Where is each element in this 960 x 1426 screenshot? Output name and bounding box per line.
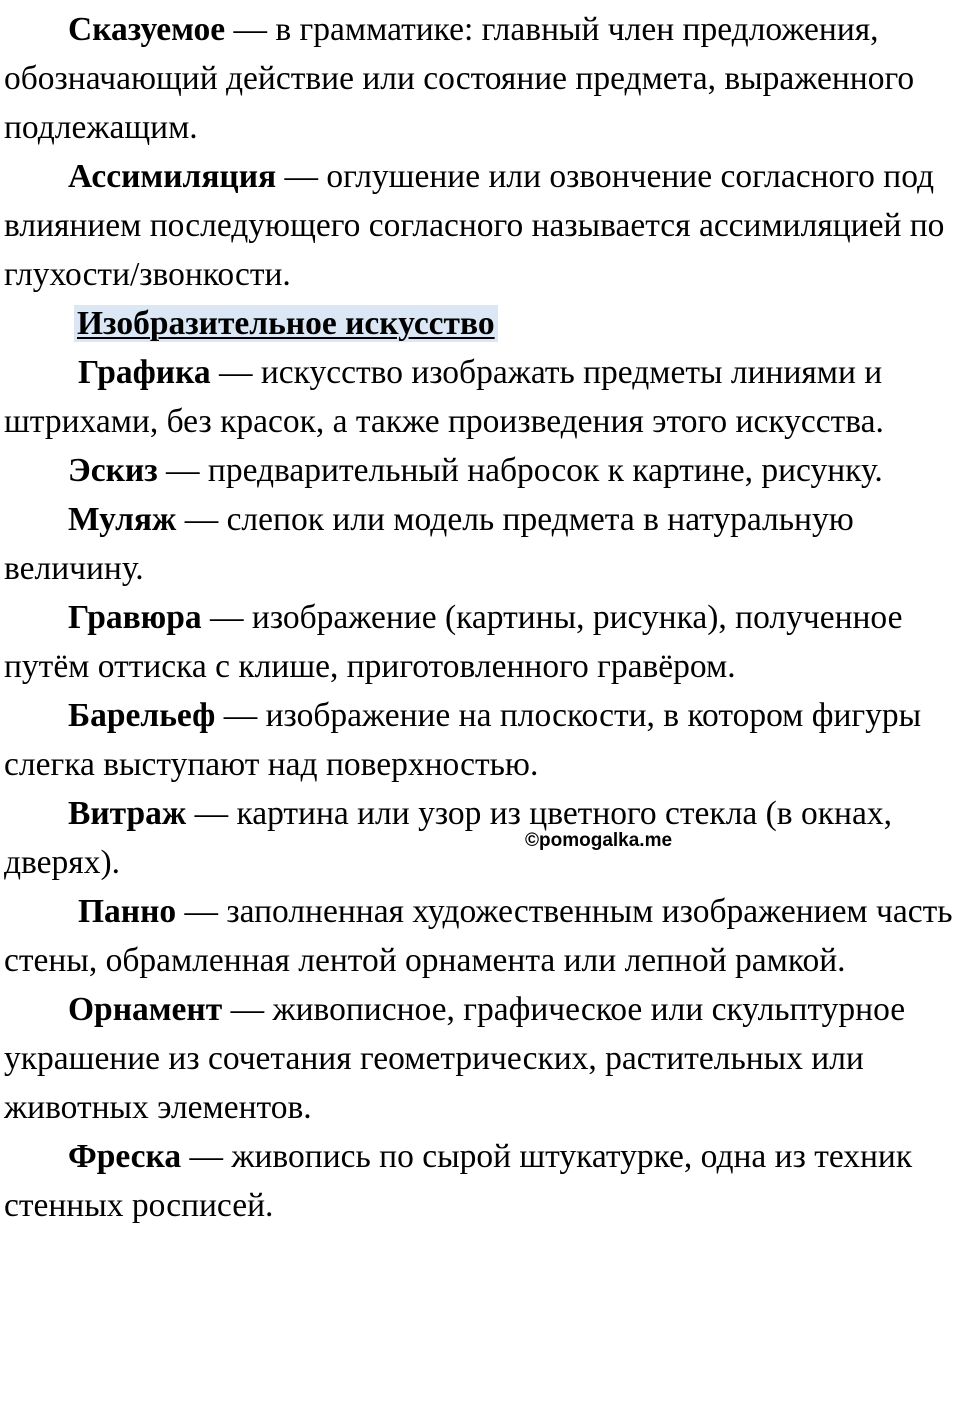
entry-term: Графика xyxy=(78,354,211,391)
entry-definition: — живопись по сырой штукатурке, одна из техник стенных росписей. xyxy=(4,1138,913,1224)
entry-ornament xyxy=(4,985,960,1132)
entry-term: Эскиз xyxy=(68,452,158,489)
entry-gravyura xyxy=(4,593,960,691)
entry-assimilyatsiya xyxy=(4,152,960,299)
entry-term: Ассимиляция xyxy=(68,158,277,195)
entry-term: Муляж xyxy=(68,501,177,538)
document-body xyxy=(4,5,960,1230)
entry-panno xyxy=(4,887,960,985)
entry-eskiz xyxy=(4,446,960,495)
entry-term: Витраж xyxy=(68,795,187,832)
entry-definition: — живописное, графическое или скульптурное украшение из сочетания геометрических, растительных или животных элементов. xyxy=(4,991,906,1126)
entry-term: Сказуемое xyxy=(68,11,226,48)
section-heading xyxy=(4,299,960,348)
entry-definition: — искусство изображать предметы линиями и штрихами, без красок, а также произведения этого искусства. xyxy=(4,354,884,440)
entry-definition: — картина или узор из цветного стекла (в окнах, дверях). xyxy=(4,795,892,881)
section-heading-text: Изобразительное искусство xyxy=(74,305,498,342)
entry-definition: — изображение (картины, рисунка), полученное путём оттиска с клише, приготовленного гравёром. xyxy=(4,599,903,685)
entry-term: Орнамент xyxy=(68,991,223,1028)
entry-term: Барельеф xyxy=(68,697,216,734)
entry-term: Панно xyxy=(78,893,177,930)
entry-definition: — предварительный набросок к картине, рисунку. xyxy=(157,452,883,489)
entry-definition: — заполненная художественным изображением часть стены, обрамленная лентой орнамента или лепной рамкой. xyxy=(4,893,953,979)
entry-term: Фреска xyxy=(68,1138,182,1175)
entry-definition: — изображение на плоскости, в котором фигуры слегка выступают над поверхностью. xyxy=(4,697,922,783)
entry-barelef xyxy=(4,691,960,789)
entry-mulyazh xyxy=(4,495,960,593)
watermark: ©pomogalka.me xyxy=(525,830,673,851)
entry-definition: — в грамматике: главный член предложения, обозначающий действие или состояние предмета, выраженного подлежащим. xyxy=(4,11,915,146)
entry-grafika xyxy=(4,348,960,446)
entry-freska xyxy=(4,1132,960,1230)
entry-definition: — слепок или модель предмета в натуральную величину. xyxy=(4,501,854,587)
entry-vitrazh xyxy=(4,789,960,887)
entry-definition: — оглушение или озвончение согласного под влиянием последующего согласного называется ассимиляцией по глухости/звонкости. xyxy=(4,158,945,293)
entry-skazuemoe xyxy=(4,5,960,152)
entry-term: Гравюра xyxy=(68,599,202,636)
